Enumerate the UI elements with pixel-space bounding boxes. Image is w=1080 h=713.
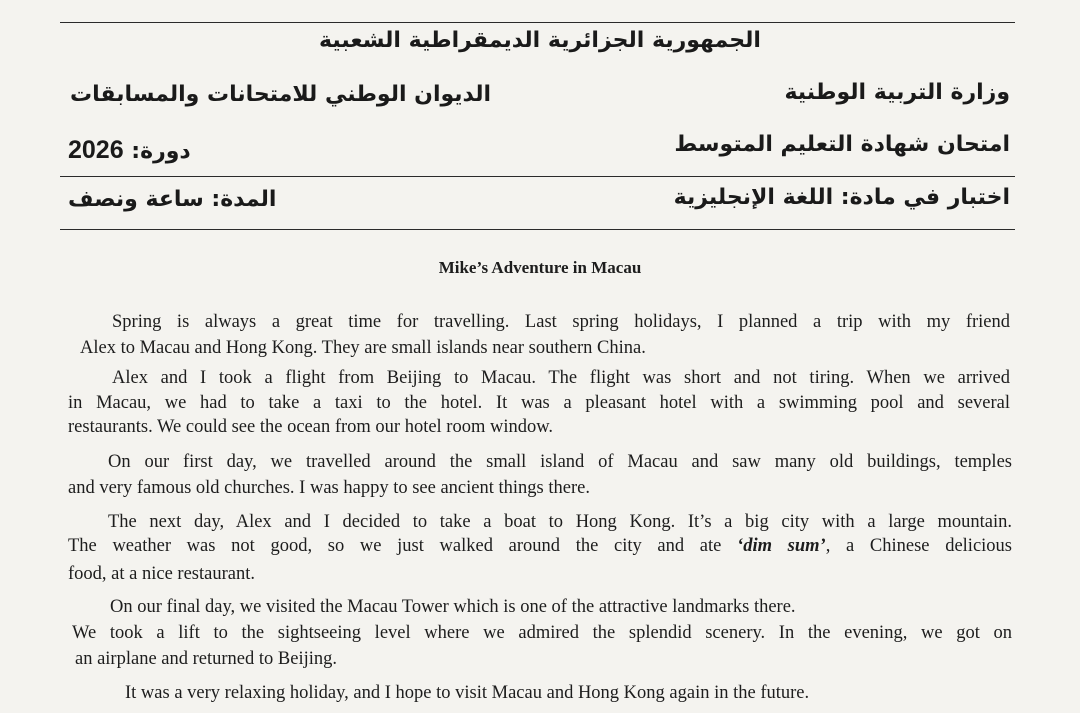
duration-label: المدة: ساعة ونصف [68, 187, 277, 212]
paragraph-2-line-2: in Macau, we had to take a taxi to the hotel. It was a pleasant hotel with a swimming pool and several [68, 393, 1010, 413]
exam-name-label: امتحان شهادة التعليم المتوسط [674, 132, 1010, 157]
paragraph-5-line-1: On our final day, we visited the Macau Tower which is one of the attractive landmarks there. [110, 597, 796, 617]
paragraph-6-line-1: It was a very relaxing holiday, and I hope to visit Macau and Hong Kong again in the future. [125, 683, 810, 703]
paragraph-4-line-2-end: , a Chinese delicious [825, 536, 1012, 556]
paragraph-2-line-1: Alex and I took a flight from Beijing to Macau. The flight was short and not tiring. When we arrived [112, 368, 1010, 388]
exam-office-label: الديوان الوطني للامتحانات والمسابقات [70, 82, 492, 107]
paragraph-2-line-3: restaurants. We could see the ocean from our hotel room window. [68, 417, 554, 437]
subject-label: اختبار في مادة: اللغة الإنجليزية [673, 185, 1010, 210]
paragraph-4-line-2-start: The weather was not good, so we just walked around the city and ate [68, 536, 738, 556]
ministry-label: وزارة التربية الوطنية [784, 80, 1010, 105]
paragraph-1-line-2: Alex to Macau and Hong Kong. They are small islands near southern China. [80, 338, 646, 358]
dim-sum-term: ‘dim sum’ [737, 536, 826, 556]
header-divider [60, 176, 1015, 177]
session-year: 2026 [68, 136, 124, 164]
paragraph-4-line-2 [68, 535, 1012, 557]
paragraph-5-line-2: We took a lift to the sightseeing level where we admired the splendid scenery. In the evening, we got on [72, 623, 1012, 643]
paragraph-3-line-2: and very famous old churches. I was happy to see ancient things there. [68, 478, 590, 498]
paragraph-4-line-3: food, at a nice restaurant. [68, 564, 255, 584]
paragraph-5-line-3: an airplane and returned to Beijing. [75, 649, 337, 669]
paragraph-3-line-1: On our first day, we travelled around the small island of Macau and saw many old buildings, temples [108, 452, 1012, 472]
paragraph-1-line-1: Spring is always a great time for travelling. Last spring holidays, I planned a trip with my friend [112, 312, 1010, 332]
reading-title: Mike’s Adventure in Macau [438, 258, 642, 277]
top-rule [60, 22, 1015, 23]
header-bottom-rule [60, 229, 1015, 230]
session-word: دورة: [131, 139, 191, 164]
paragraph-4-line-1: The next day, Alex and I decided to take a boat to Hong Kong. It’s a big city with a large mountain. [108, 512, 1012, 532]
republic-heading: الجمهورية الجزائرية الديمقراطية الشعبية [319, 28, 761, 53]
session-label [68, 136, 191, 165]
